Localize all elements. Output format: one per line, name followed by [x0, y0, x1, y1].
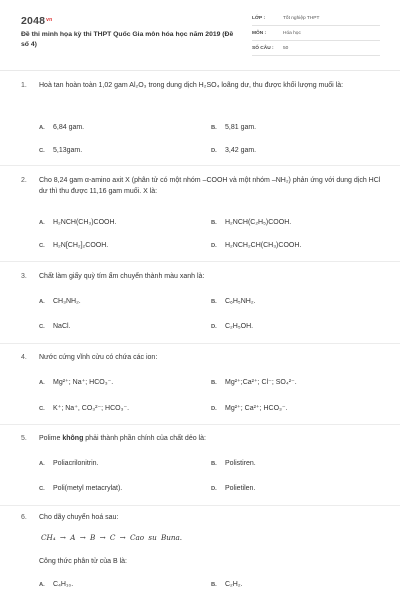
option-a[interactable]: A. CH₃NH₂.	[39, 298, 81, 305]
option-c[interactable]: C. NaCl.	[39, 323, 71, 330]
question-number: 3.	[21, 273, 27, 280]
question-text: Hoà tan hoàn toàn 1,02 gam Al₂O₃ trong dung dịch H₂SO₄ loãng dư, thu được khối lượng muối là:	[39, 82, 344, 89]
question-divider	[0, 424, 400, 425]
site-logo[interactable]: $2048^{vn}$	[21, 15, 53, 27]
option-b[interactable]: B. Polistiren.	[211, 460, 256, 467]
question-divider	[0, 505, 400, 506]
option-c[interactable]: C. H₂N[CH₂]₂COOH.	[39, 242, 109, 249]
option-d[interactable]: D. Polietilen.	[211, 485, 256, 492]
option-a[interactable]: A. 6,84 gam.	[39, 124, 85, 131]
meta-class-value: Tốt nghiệp THPT	[283, 16, 320, 21]
question-text: Cho 8,24 gam α-amino axit X (phân tử có một nhóm –COOH và một nhóm –NH₂) phản ứng với dung dịch HCl dư thì thu được 11,16 gam muối. X là:	[39, 177, 381, 195]
option-d[interactable]: D. H₂NCH₂CH(CH₃)COOH.	[211, 242, 302, 249]
question-text: Chất làm giấy quỳ tím ẩm chuyển thành màu xanh là:	[39, 273, 205, 280]
meta-subject-value: Hóa học	[283, 31, 301, 36]
option-a[interactable]: A. C₄H₁₀.	[39, 581, 74, 588]
question-number: 2.	[21, 177, 27, 184]
option-d[interactable]: D. 3,42 gam.	[211, 147, 257, 154]
question-divider	[0, 261, 400, 262]
meta-count-label: SỐ CÂU :	[252, 46, 274, 51]
option-a[interactable]: A. Poliacrilonitrin.	[39, 460, 99, 467]
exam-title: Đề thi minh họa kỳ thi THPT Quốc Gia môn hóa học năm 2019 (Đề số 4)	[21, 31, 234, 48]
emphasis-not: không	[62, 435, 84, 442]
option-c[interactable]: C. K⁺; Na⁺, CO₃²⁻; HCO₃⁻.	[39, 405, 130, 412]
option-b[interactable]: B. H₂NCH(C₂H₅)COOH.	[211, 219, 292, 226]
exam-header	[0, 0, 400, 70]
question-number: 1.	[21, 82, 27, 89]
question-text: Cho dãy chuyển hoá sau:	[39, 514, 119, 521]
option-b[interactable]: B. 5,81 gam.	[211, 124, 257, 131]
question-text: Polime không phải thành phần chính của chất dẻo là:	[39, 435, 206, 442]
question-text: Nước cứng vĩnh cửu có chứa các ion:	[39, 354, 158, 361]
logo-suffix: vn	[46, 17, 53, 23]
meta-class	[252, 14, 380, 26]
option-a[interactable]: A. Mg²⁺; Na⁺; HCO₃⁻.	[39, 379, 114, 386]
conversion-scheme: CH₄ → A → B → C → Cao su Buna.	[41, 533, 183, 542]
option-c[interactable]: C. Poli(metyl metacrylat).	[39, 485, 123, 492]
meta-class-label: LỚP :	[252, 16, 266, 21]
meta-subject-label: MÔN :	[252, 31, 267, 36]
question-divider	[0, 165, 400, 166]
option-d[interactable]: D. Mg²⁺; Ca²⁺; HCO₃⁻.	[211, 405, 288, 412]
question-divider	[0, 343, 400, 344]
meta-count-value: 50	[283, 46, 289, 51]
option-b[interactable]: B. C₆H₅NH₂.	[211, 298, 256, 305]
option-b[interactable]: B. Mg²⁺;Ca²⁺; Cl⁻; SO₄²⁻.	[211, 379, 297, 386]
option-b[interactable]: B. C₂H₂.	[211, 581, 243, 588]
option-a[interactable]: A. H₂NCH(CH₃)COOH.	[39, 219, 117, 226]
meta-subject	[252, 29, 380, 41]
question-number: 6.	[21, 514, 27, 521]
question-number: 5.	[21, 435, 27, 442]
question-subtext: Công thức phân tử của B là:	[39, 558, 127, 565]
option-d[interactable]: D. C₂H₅OH.	[211, 323, 254, 330]
meta-count	[252, 44, 380, 56]
header-divider	[0, 70, 400, 71]
option-c[interactable]: C. 5,13gam.	[39, 147, 83, 154]
question-number: 4.	[21, 354, 27, 361]
